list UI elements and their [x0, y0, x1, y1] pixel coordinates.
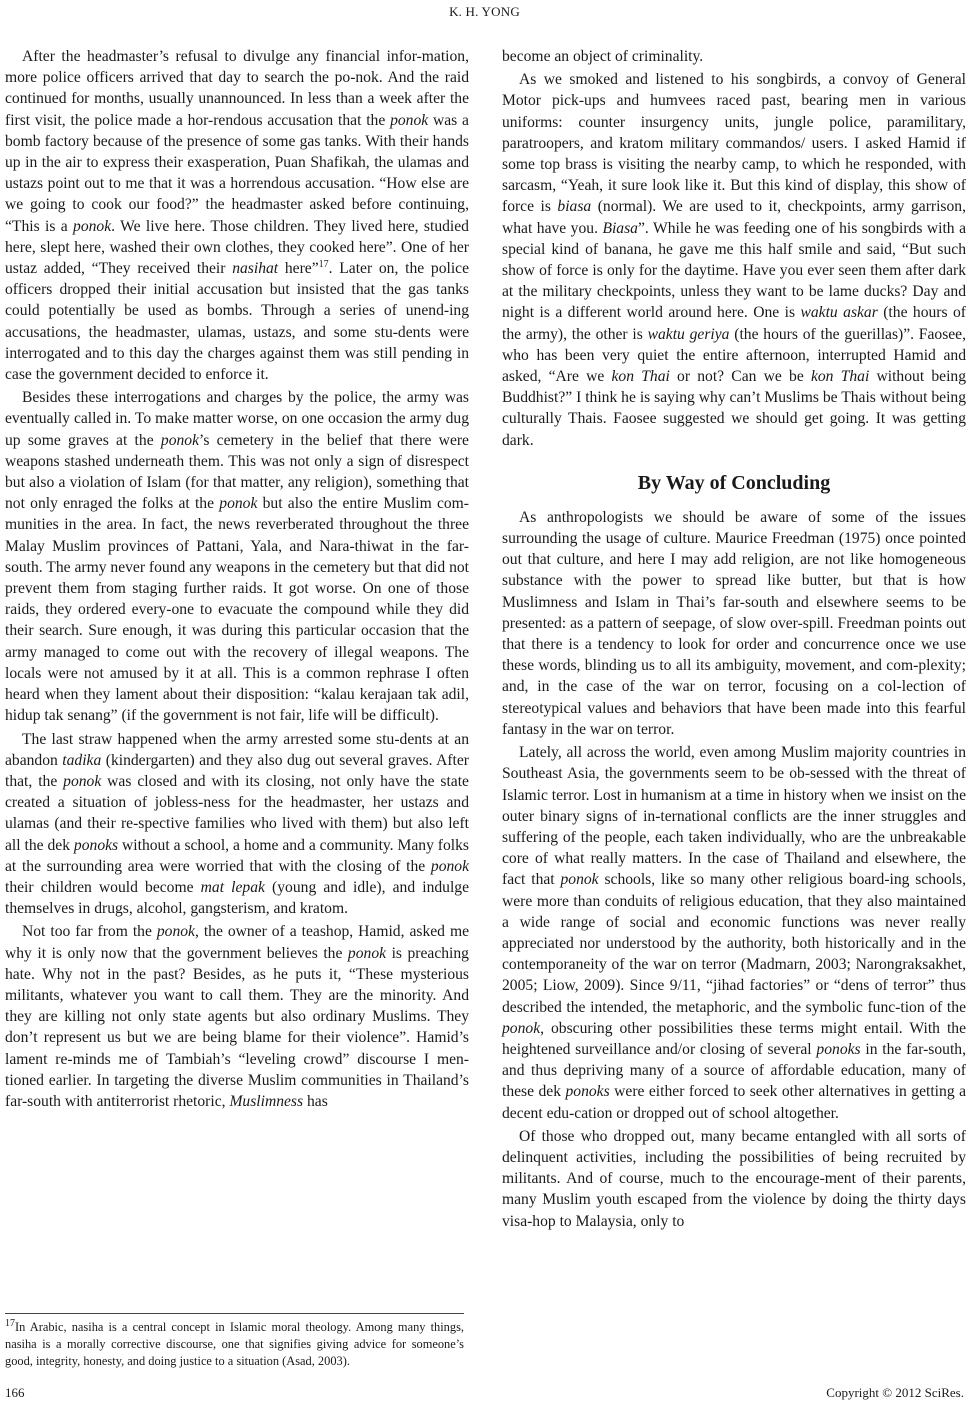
text-run: Lately, all across the world, even among Muslim majority countries in Southeast Asia, the governments seem to be ob-sessed with the threat of Islamic terror. Lost in humanism at a time in history when we insist on the outer binary signs of in-ternational conflicts are the inner struggles and suffering of the people, each taken individually, who are the unbreakable core of what really matters. In the case of Thailand and elsewhere, the fact that: [502, 744, 966, 889]
paragraph: [502, 69, 966, 451]
text-run: (normal). We are used to it, checkpoints, army garrison, what have you.: [502, 198, 966, 237]
paragraph: [5, 387, 469, 726]
italic-term: tadika: [62, 751, 102, 769]
text-run: become an object of criminality.: [502, 48, 704, 65]
left-column: [5, 46, 469, 1114]
text-run: . We live here. Those children. They lived here, studied here, slept here, washed their own clothes, they cooked here”. One of her ustaz added, “They received their: [5, 217, 469, 278]
italic-term: ponoks: [565, 1083, 610, 1101]
text-run: in the far-south, and thus depriving many of a source of affordable education, many of these dek: [502, 1040, 966, 1101]
text-run: is a central concept in Islamic moral theology. Among many things,: [103, 1320, 464, 1334]
text-run: (the hours of the guerillas)”. Faosee, who has been very quiet the entire afternoon, interrupted Hamid and asked, “Are we: [502, 325, 967, 386]
paragraph: [502, 46, 966, 67]
italic-term: kon Thai: [810, 368, 870, 386]
text-run: After the headmaster’s refusal to divulge any financial infor-mation, more police officers arrived that day to search the po-nok. And the raid continued for months, usually unannounced. In less than a week after the first visit, the police made a hor-rendous accusation that the: [5, 48, 469, 129]
paragraph: [502, 1126, 966, 1232]
italic-term: ponok: [560, 871, 599, 889]
text-run: was closed and with its closing, not only have the state created a situation of jobless-ness for the headmaster, her ustazs and ulamas (and their re-spective families who lived with them) but also left all the dek: [5, 772, 469, 854]
italic-term: ponok: [430, 857, 469, 875]
text-run: Besides these interrogations and charges by the police, the army was eventually called in. To make matter worse, on one occasion the army dug up some graves at the: [5, 389, 469, 449]
paragraph: [5, 729, 469, 920]
text-run: has: [303, 1092, 328, 1110]
text-run: . Later on, the police officers dropped their initial accusation but insisted that the gas tanks could potentially be used as bombs. Through a series of unend-ing accusations, the headmaster, ulamas, ustazs, and some stu-dents were interrogated and to this day the charges against them was still pending in case the government decided to enforce it.: [5, 260, 470, 384]
italic-term: mat lepak: [200, 878, 265, 896]
italic-term: ponoks: [73, 836, 119, 854]
footnote: [5, 1319, 464, 1369]
italic-term: ponok: [156, 923, 195, 941]
italic-term: biasa: [557, 198, 592, 216]
italic-term: ponok: [73, 217, 112, 235]
italic-term: ponok: [502, 1019, 541, 1037]
text-run: Of those who dropped out, many became entangled with all sorts of delinquent activities, including the possibilities of being recruited by militants. And of course, much to the encourage-ment of their parents, many Muslim youth escaped from the violence by doing the thirty days visa-hop to Malaysia, only to: [502, 1127, 966, 1230]
text-run: is preaching hate. Why not in the past? Besides, as he puts it, “These mysterious militants, whatever you want to call them. They are the minority. And they are killing not only state agents but also ordinary Muslims. They don’t represent us but we are being blame for their violence”. Hamid’s lament re-minds me of Tambiah’s “leveling crowd” discourse I men-tioned earlier. In targeting the diverse Muslim communities in Thailand’s far-south with antiterrorist rhetoric,: [5, 944, 469, 1110]
italic-term: nasiha: [5, 1336, 37, 1351]
italic-term: ponok: [390, 111, 429, 129]
text-run: or not? Can we be: [669, 368, 811, 386]
text-run: In Arabic,: [15, 1320, 72, 1334]
italic-term: nasihat: [232, 260, 279, 278]
footnote-marker: 17: [5, 1317, 15, 1329]
italic-term: Biasa: [602, 219, 638, 237]
text-run: but also the entire Muslim com-munities in the area. In fact, the news reverberated throughout the three Malay Muslim provinces of Pattani, Yala, and Nara-thiwat in the far-south. The army never found any weapons in the cemetery but that did not prevent them from staging further raids. It got worse. On one of those raids, they ordered every-one to evacuate the compound while they did their search. Sure enough, it was during this particular occasion that the army managed to come out with the recovery of illegal weapons. The locals were not amused by it at all. This is a common rephrase I often heard when they lament about their disposition: “kalau kerajaan tak adil, hidup tak senang” (if the government is not fair, life will be difficult).: [5, 495, 470, 725]
text-run: (kindergarten) and they also dug out several graves. After that, the: [5, 751, 469, 790]
italic-term: nasiha: [71, 1320, 104, 1334]
copyright-notice: Copyright © 2012 SciRes.: [826, 1385, 964, 1400]
text-run: their children would become: [5, 878, 201, 896]
text-run: were either forced to seek other alternatives in getting a decent edu-cation or dropped out of school altogether.: [502, 1083, 966, 1122]
section-heading: By Way of Concluding: [637, 471, 831, 494]
text-run: ”. While he was feeding one of his songbirds with a special kind of banana, he gave me this half smile and said, “But such show of force is only for the daytime. Have you ever seen them after dark at the military checkpoints, unless they want to be lame ducks? Day and night is a different world around here. One is: [502, 219, 966, 322]
text-run: The last straw happened when the army arrested some stu-dents at an abandon: [5, 730, 469, 769]
footnote-divider: [5, 1313, 464, 1314]
italic-term: ponoks: [816, 1040, 861, 1058]
text-run: ’s cemetery in the belief that there were weapons stashed underneath them. This was not only a sign of disrespect but also a violation of Islam (for that matter, any religion), something that not only enraged the folks at the: [5, 431, 469, 513]
text-run: was a bomb factory because of the presence of some gas tanks. With their hands up in the air to express their exasperation, Puan Shafikah, the ulamas and ustazs point out to me that it was a horrendous accusation. “How else are we going to cook our food?” the headmaster asked before continuing, “This is a: [5, 111, 469, 235]
text-run: (the hours of the army), the other is: [502, 304, 966, 343]
text-run: without a school, a home and a community. Many folks at the surrounding area were worried that with the closing of the: [5, 836, 469, 875]
page-number: 166: [5, 1385, 25, 1400]
text-run: (young and idle), and indulge themselves in drugs, alcohol, gangsterism, and kratom.: [5, 878, 470, 918]
text-run: , obscuring other possibilities these terms might entail. With the heightened surveillance and/or closing of several: [502, 1019, 966, 1058]
paragraph: [502, 507, 966, 740]
italic-term: waktu geriya: [647, 325, 730, 343]
running-head: K. H. YONG: [449, 4, 520, 19]
paragraph: [502, 742, 966, 1124]
text-run: As we smoked and listened to his songbirds, a convoy of General Motor pick-ups and humvees raced past, bearing men in various uniforms: counter insurgency units, jungle police, paramilitary, paratroopers, and kratom military commandos/ users. I asked Hamid if some top brass is visiting the nearby camp, to which he responded, with sarcasm, “Yeah, it sure look like it. But this kind of display, this show of force is: [502, 71, 966, 216]
italic-term: kon Thai: [611, 368, 670, 386]
right-column: [502, 46, 966, 1234]
italic-term: Muslimness: [229, 1092, 304, 1110]
text-run: , the owner of a teashop, Hamid, asked me why it is only now that the government believes the: [5, 923, 469, 962]
text-run: is a morally corrective discourse, one that signifies giving advice for someone’s good, integrity, honesty, and doing justice to a situation (Asad, 2003).: [5, 1336, 464, 1368]
text-run: As anthropologists we should be aware of some of the issues surrounding the usage of culture. Maurice Freedman (1975) once pointed out that culture, and here I may add religion, are not like homogeneous substance with the power to spread like butter, but that is how Muslimness and Islam in Thai’s far-south and elsewhere seems to be presented: as a pattern of seepage, of slow over-spill. Freedman points out that there is a tendency to look for order and concurrence once we use these words, blinding us to all its ambiguity, movement, and com-plexity; and, in the case of the war on terror, focusing on a col-lection of stereotypical values and behaviors that have been made into this fearful fantasy in the war on terror.: [502, 508, 966, 738]
text-run: schools, like so many other religious board-ing schools, were more than conduits of religious education, that they also maintained a wide range of social and economic functions was never really appreciated nor understood by the authority, both historically and in the contemporaneity of the war on terror (Madmarn, 2003; Narongraksakhet, 2005; Liow, 2009). Since 9/11, “jihad factories” or “dens of terror” thus described the intended, the metaphoric, and the symbolic func-tion of the: [502, 871, 966, 1016]
text-run: here”: [278, 260, 319, 278]
italic-term: ponok: [219, 495, 258, 513]
footnote-marker: 17: [318, 258, 329, 270]
italic-term: ponok: [160, 431, 199, 449]
paragraph: [5, 46, 469, 385]
italic-term: waktu askar: [800, 304, 878, 322]
italic-term: ponok: [347, 944, 387, 962]
text-run: Not too far from the: [22, 923, 157, 941]
italic-term: ponok: [63, 772, 102, 790]
text-run: without being Buddhist?” I think he is saying why can’t Muslims be Thais without being culturally Thais. Faosee suggested we should get going. It was getting dark.: [502, 368, 967, 449]
paragraph: [5, 921, 469, 1112]
